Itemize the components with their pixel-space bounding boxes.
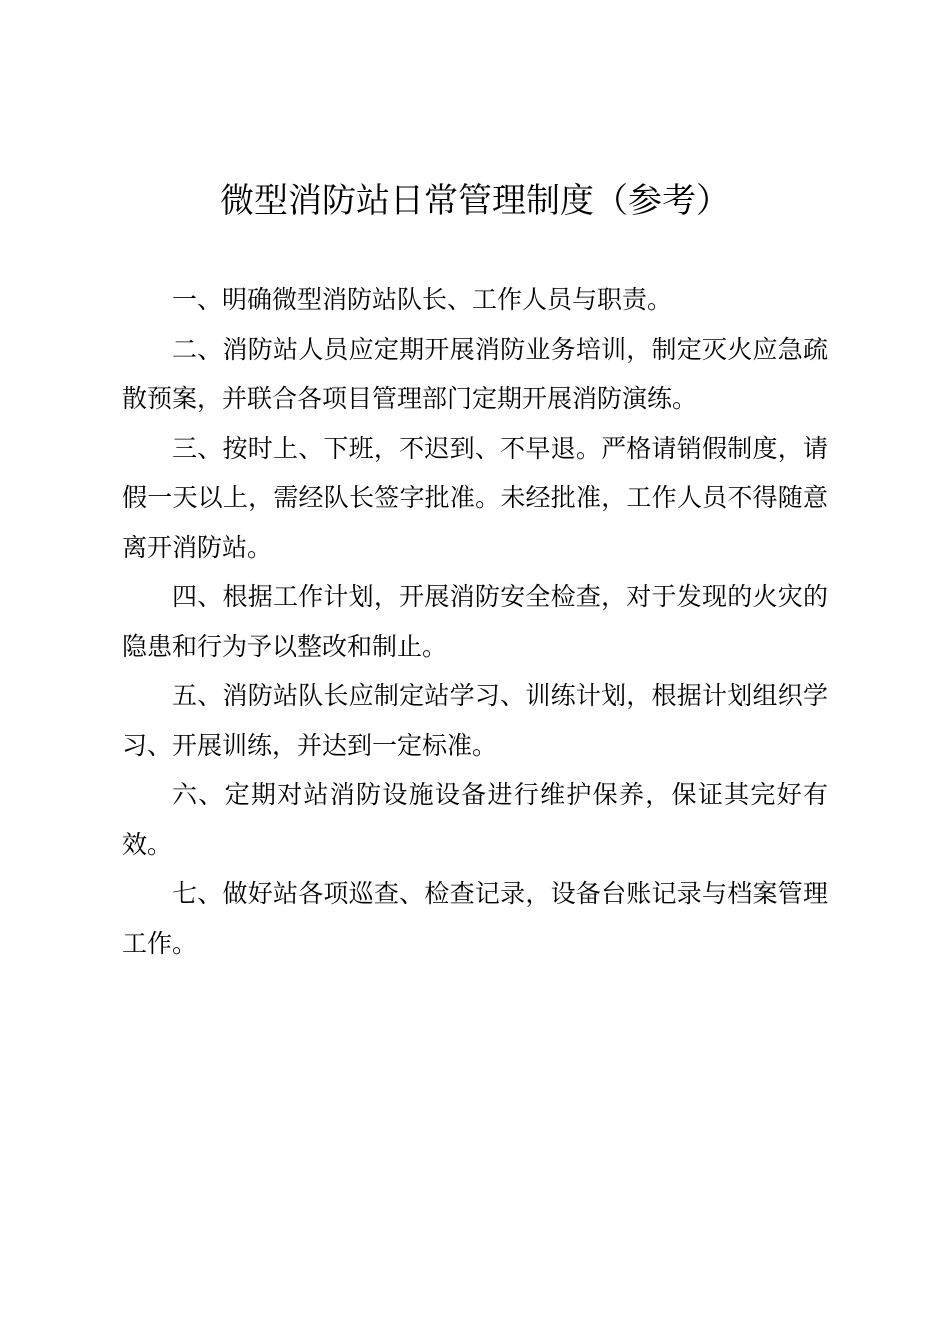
document-title: 微型消防站日常管理制度（参考） [220,181,730,221]
clause-4: 四、根据工作计划，开展消防安全检查，对于发现的火灾的隐患和行为予以整改和制止。 [122,582,828,661]
clause-7: 七、做好站各项巡查、检查记录，设备台账记录与档案管理工作。 [122,879,828,958]
clause-6: 六、定期对站消防设施设备进行维护保养，保证其完好有效。 [122,780,828,859]
clause-2: 二、消防站人员应定期开展消防业务培训，制定灭火应急疏散预案，并联合各项目管理部门定期开展消防演练。 [122,334,828,413]
clause-3: 三、按时上、下班，不迟到、不早退。严格请销假制度，请假一天以上，需经队长签字批准。未经批准，工作人员不得随意离开消防站。 [122,433,828,562]
clause-1: 一、明确微型消防站队长、工作人员与职责。 [172,285,673,314]
clause-5: 五、消防站队长应制定站学习、训练计划，根据计划组织学习、开展训练，并达到一定标准。 [122,681,828,760]
document-body [122,275,828,968]
